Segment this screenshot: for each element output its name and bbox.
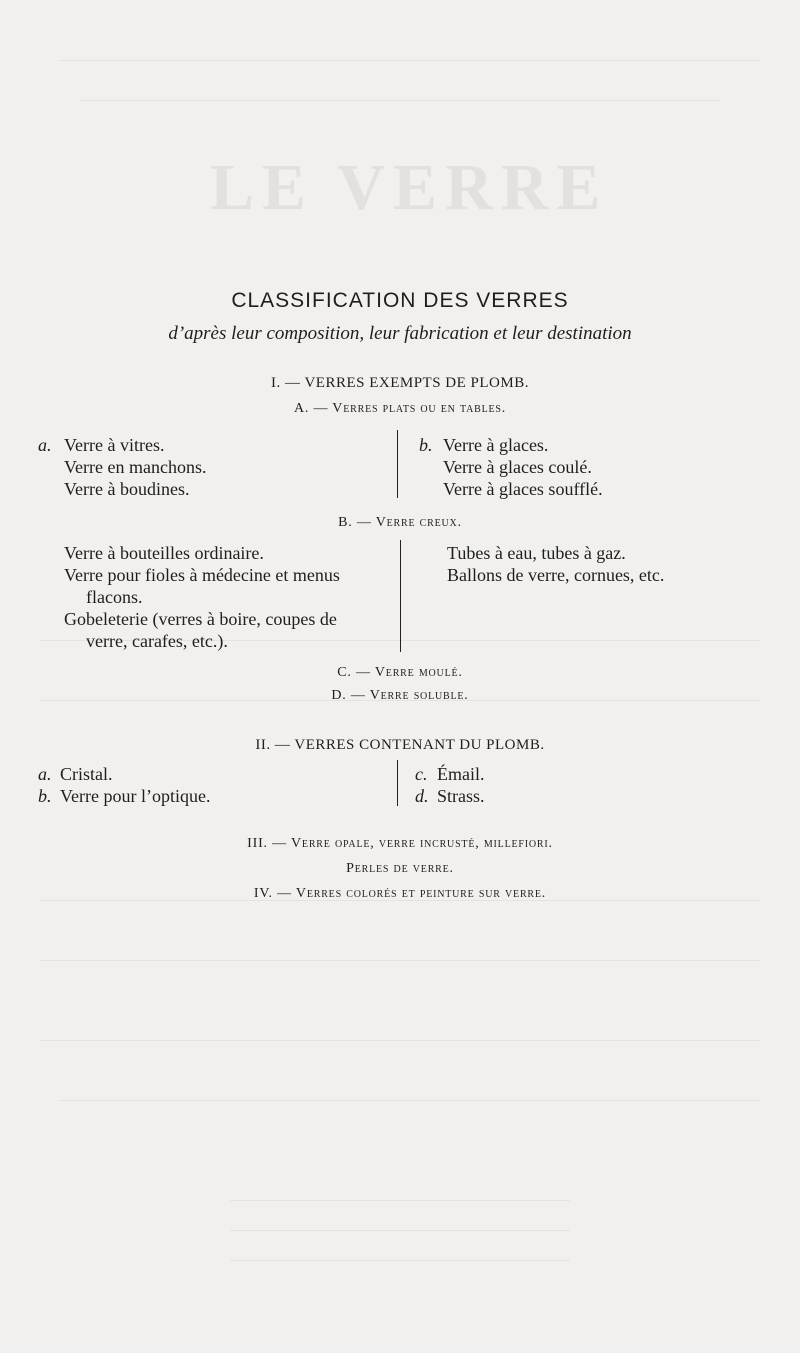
list-item: Émail. [437,764,485,784]
section-2-heading: II. — VERRES CONTENANT DU PLOMB. [255,737,545,753]
column-divider [397,760,398,806]
bleed-through-line [40,1040,760,1041]
subsection-b-left-column [64,542,340,652]
bleed-through-title: LE VERRE [210,151,609,224]
section-2-right-column [415,763,485,807]
list-item: Verre à glaces coulé. [443,457,592,477]
bleed-through-line [60,60,760,61]
subsection-a-heading: A. — Verres plats ou en tables. [293,401,507,416]
list-item: Cristal. [60,764,113,784]
bleed-through-line [80,100,720,101]
list-item: Ballons de verre, cornues, etc. [447,565,665,585]
bleed-through-line [230,1260,570,1261]
subsection-d-heading: D. — Verre soluble. [331,688,469,703]
item-letter: d. [415,786,429,806]
bleed-through-line [60,1100,760,1101]
list-item: Tubes à eau, tubes à gaz. [447,543,626,563]
list-item: Verre à glaces soufflé. [443,479,603,499]
item-letter: b. [38,786,52,806]
list-item: Gobeleterie (verres à boire, coupes de [64,609,337,629]
item-letter: c. [415,764,428,784]
subsection-b-right-column [447,542,664,586]
subsection-a-left-column [38,434,206,500]
list-item: flacons. [86,587,143,607]
list-item: Verre en manchons. [64,457,207,477]
subsection-b-heading: B. — Verre creux. [338,515,462,530]
list-item: Verre à bouteilles ordinaire. [64,543,264,563]
bleed-through-line [40,960,760,961]
item-letter: a. [38,764,52,784]
section-3-heading: III. — Verre opale, verre incrusté, millefiori. [247,836,553,851]
list-item: verre, carafes, etc.). [86,631,228,651]
column-divider [400,540,401,652]
section-2-left-column [38,763,210,807]
list-item: Verre pour fioles à médecine et menus [64,565,340,585]
list-item: Verre pour l’optique. [60,786,211,806]
bleed-through-line [230,1230,570,1231]
section-4-heading: IV. — Verres colorés et peinture sur verre. [253,886,547,901]
section-1-heading: I. — VERRES EXEMPTS DE PLOMB. [270,375,529,391]
subsection-c-heading: C. — Verre moulé. [337,665,463,680]
list-item: Strass. [437,786,485,806]
list-item: Verre à vitres. [64,435,165,455]
item-letter: a. [38,435,52,455]
list-item: Verre à boudines. [64,479,190,499]
list-item: Verre à glaces. [443,435,549,455]
subsection-a-right-column [419,434,603,500]
bleed-through-line [230,1200,570,1201]
page-title: CLASSIFICATION DES VERRES [231,289,569,312]
section-3-line-2: Perles de verre. [346,861,454,876]
item-letter: b. [419,435,433,455]
page-subtitle: d’après leur composition, leur fabrication et leur destination [168,323,632,344]
column-divider [397,430,398,498]
